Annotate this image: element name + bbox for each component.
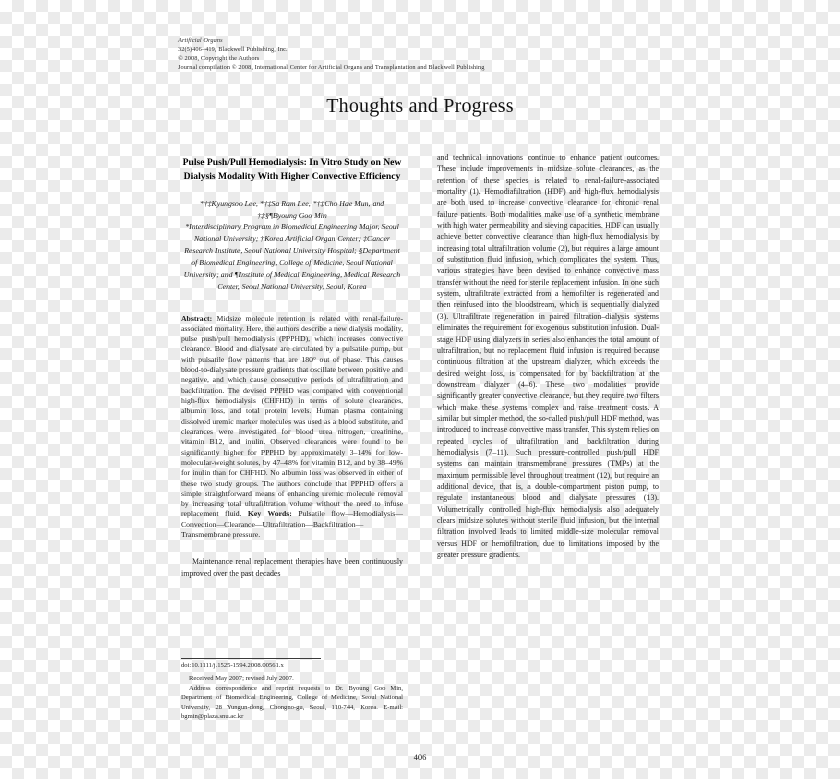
correspondence-note: Address correspondence and reprint requests to Dr. Byoung Goo Min, Department of Biomedical Engineering, College of Medicine, Seoul National University, 28 Yungun-dong, Chongno-gu, Seoul, 110-744, Korea. E-mail: bgmin@plaza.snu.ac.kr	[181, 684, 403, 721]
intro-paragraph-left: Maintenance renal replacement therapies have been continuously improved over the past decades	[181, 557, 403, 578]
keywords-label: Key Words:	[247, 509, 292, 519]
keywords-body: Pulsatile flow—Hemodialysis—Convection—Clearance—Ultrafiltration—Backfiltration—Transmembrane pressure.	[181, 509, 403, 540]
intro-paragraph-right: and technical innovations continue to enhance patient outcomes. These include improvements in midsize solute clearances, as the retention of these species is related to renal-failure-associated mortality (1). Hemodiafiltration (HDF) and high-flux hemodialysis are both used to increase convective clearance for chronic renal failure patients. Both modalities make use of a synthetic membrane with high water permeability and sieving capacities. HDF can usually achieve better convective clearance than high-flux hemodialysis by increasing total ultrafiltration volume (2), but requires a large amount of substitution fluid infusion, which complicates the system. Thus, various strategies have been devised to enhance convective mass transfer without the need for sterile replacement infusion. In one such system, ultrafiltrate extracted from a hemofilter is regenerated and then reinfused into the bloodstream, which is sequentially dialyzed (3). Ultrafiltrate regeneration in paired filtration–dialysis systems eliminates the requirement for exogenous substitution infusion. Dual-stage HDF using dialyzers in series also enhances the total amount of ultrafiltration, but no replacement fluid infusion is required because continuous filtration at the upstream dialyzer, which exceeds the desired weight loss, is compensated for by backfiltration at the downstream dialyzer (4–6). These two modalities provide significantly greater convective clearance, but they require two filters which make these systems complex and raise treatment costs. A similar but simpler method, the so-called push/pull HDF method, was introduced to increase convective mass transfer. This system relies on repeated cycles of ultrafiltration and backfiltration during hemodialysis (7–11). Such pressure-controlled push/pull HDF systems can maintain transmembrane pressures (TMPs) at the maximum permissible level throughout treatment (12), but require an additional device, that is, a double-compartment piston pump, to regulate instantaneous blood and dialysate pressures (13). Volumetrically controlled high-flux hemodialysis also adequately clears midsize solutes without sterile fluid infusion, but the internal filtration involved leads to limited middle-size molecular removal versus HDF or hemofiltration, due to limitations imposed by the greater pressure gradients.	[437, 153, 659, 560]
article-title: Pulse Push/Pull Hemodialysis: In Vitro Study on New Dialysis Modality With Higher Convective Efficiency	[182, 157, 402, 183]
footnote-divider	[181, 658, 321, 659]
footnote-block	[181, 661, 403, 722]
running-head: Thoughts and Progress	[326, 95, 514, 117]
journal-compilation-line: Journal compilation © 2008, International Center for Artificial Organs and Transplantation and Blackwell Publishing	[178, 64, 485, 72]
journal-copyright-line: © 2008, Copyright the Authors	[178, 55, 260, 63]
journal-title: Artificial Organs	[178, 37, 223, 44]
doi-text: doi:10.1111/j.1525-1594.2008.00561.x	[181, 662, 284, 669]
journal-masthead	[178, 36, 598, 73]
abstract-block	[181, 314, 403, 541]
page-number: 406	[413, 752, 427, 762]
author-list: *†‡Kyungsoo Lee, *†‡Sa Ram Lee, *†‡Cho Hae Mun, and †‡§¶Byoung Goo Min	[199, 198, 385, 220]
left-column	[181, 150, 403, 579]
affiliation-list: *Interdisciplinary Program in Biomedical Engineering Major, Seoul National University; †Korea Artificial Organ Center; ‡Cancer Research Institute, Seoul National University Hospital; §Department of Biomedical Engineering, College of Medicine, Seoul National University; and ¶Institute of Medical Engineering, Medical Research Center, Seoul National University, Seoul, Korea	[183, 222, 401, 291]
received-dates: Received May 2007; revised July 2007.	[189, 675, 294, 683]
journal-volume-line: 32(5)406–419, Blackwell Publishing, Inc.	[178, 46, 288, 54]
abstract-label: Abstract:	[181, 313, 213, 323]
abstract-body: Midsize molecule retention is related with renal-failure-associated mortality. Here, the authors describe a new dialysis modality, pulse push/pull hemodialysis (PPPHD), which increases convective clearance. Blood and dialysate are circulated by a pulsatile pump, but with pulsatile flow patterns that are 180° out of phase. This causes blood-to-dialysate pressure gradients that oscillate between positive and negative, and which cause consecutive periods of ultrafiltration and backfiltration. The devised PPPHD was compared with conventional high-flux hemodialysis (CHFHD) in terms of solute clearances, albumin loss, and total protein levels. Human plasma containing dissolved uremic marker molecules was used as a blood substitute, and clearances were investigated for blood urea nitrogen, creatinine, vitamin B12, and inulin. Observed clearances were found to be significantly higher for PPPHD by approximately 3–14% for low-molecular-weight solutes, by 47–48% for vitamin B12, and by 38–49% for inulin than for CHFHD. No albumin loss was observed in either of these two study groups. The authors conclude that PPPHD offers a simple straightforward means of enhancing uremic molecule removal by increasing total ultrafiltration volume without the need to infuse replacement fluid.	[181, 313, 403, 519]
right-column	[437, 152, 659, 560]
